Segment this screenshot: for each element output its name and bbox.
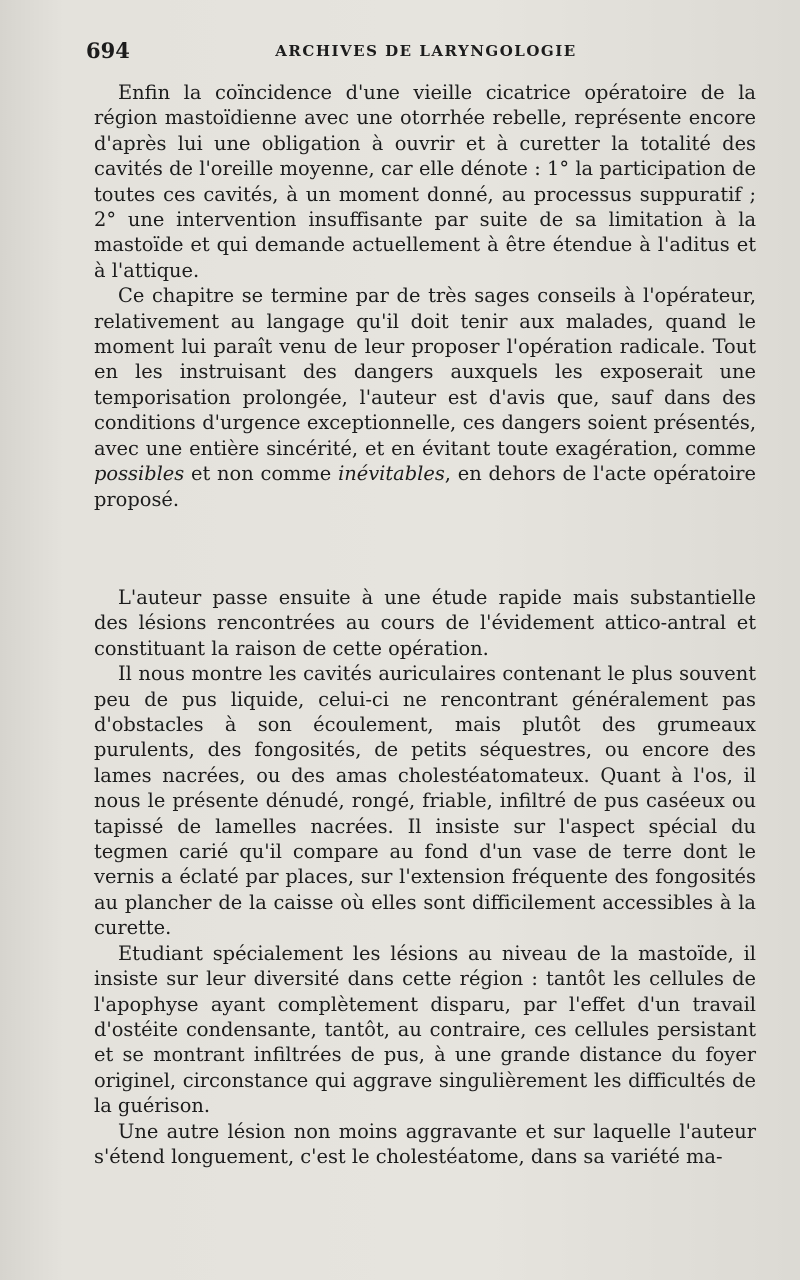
paragraph: Une autre lésion non moins aggravante et sur laquelle l'auteur s'étend longuement, c'est le cholestéatome, dans sa variété ma- (94, 1119, 756, 1168)
text-run: et non comme (191, 462, 332, 486)
italic-word: inévitables (338, 462, 445, 486)
paragraph: Enfin la coïncidence d'une vieille cicatrice opératoire de la région mastoïdienne avec une otorrhée rebelle, représente encore d'après lui une obligation à ouvrir et à curetter la totalité des cavités de l'oreille moyenne, car elle dénote : 1° la participation de toutes ces cavités, à un moment donné, au processus suppuratif ; 2° une intervention insuffisante par suite de sa limitation à la mastoïde et qui demande actuellement à être étendue à l'aditus et à l'attique. (94, 81, 756, 282)
paragraph: L'auteur passe ensuite à une étude rapide mais substantielle des lésions rencontrées au cours de l'évidement attico-antral et constituant la raison de cette opération. (94, 586, 756, 660)
text-run: , en dehors de l'acte opératoire proposé. (94, 462, 756, 511)
paragraph: Il nous montre les cavités auriculaires contenant le plus souvent peu de pus liquide, celui-ci ne rencontrant généralement pas d'obstacles à son écoulement, mais plutôt des grumeaux purulents, des fongosités, de petits séquestres, ou encore des lames nacrées, ou des amas cholestéatomateux. Quant à l'os, il nous le présente dénudé, rongé, friable, infiltré de pus caséeux ou tapissé de lamelles nacrées. Il insiste sur l'aspect spécial du tegmen carié qu'il compare au fond d'un vase de terre dont le vernis a éclaté par places, sur l'extension fréquente des fongosités au plancher de la caisse où elles sont difficilement accessibles à la curette. (94, 662, 756, 940)
page-number: 694 (86, 38, 130, 63)
italic-word: possibles (94, 462, 185, 486)
text-section-2 (94, 585, 756, 1169)
text-run: Ce chapitre se termine par de très sages conseils à l'opérateur, relativement au langage qu'il doit tenir aux malades, quand le moment lui paraît venu de leur proposer l'opération radicale. Tout en les instruisant des dangers auxquels les exposerait une temporisation prolongée, l'auteur est d'avis que, sauf dans des conditions d'urgence exceptionnelle, ces dangers soient présentés, avec une entière sincérité, et en évitant toute exagération, comme (94, 284, 756, 460)
page-header (86, 38, 766, 74)
running-title: ARCHIVES DE LARYNGOLOGIE (275, 42, 577, 60)
paragraph (94, 283, 756, 512)
paragraph: Etudiant spécialement les lésions au niveau de la mastoïde, il insiste sur leur diversité dans cette région : tantôt les cellules de l'apophyse ayant complètement disparu, par l'effet d'un travail d'ostéite condensante, tantôt, au contraire, ces cellules persistant et se montrant infiltrées de pus, à une grande distance du foyer originel, circonstance qui aggrave singulièrement les difficultés de la guérison. (94, 941, 756, 1118)
text-section-1 (94, 80, 756, 512)
